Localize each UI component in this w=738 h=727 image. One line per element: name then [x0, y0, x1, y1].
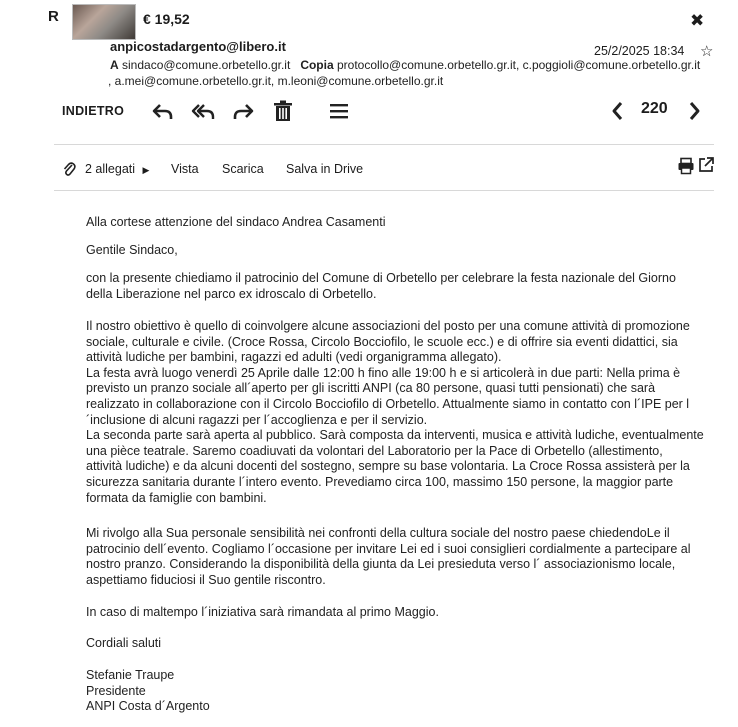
forward-icon[interactable]	[230, 98, 256, 124]
text-line: realizzato in collaborazione con il Circolo Bocciofilo di Orbetello. Attualmente siamo in contatto con l´IPE per l	[86, 396, 690, 411]
text-line: Il nostro obiettivo è quello di coinvolgere alcune associazioni del posto per una comune attività di promozione	[86, 319, 690, 333]
next-icon[interactable]	[684, 98, 704, 124]
print-icon[interactable]	[677, 157, 695, 175]
signature-role: Presidente	[86, 683, 146, 698]
greeting: Gentile Sindaco,	[86, 243, 178, 257]
to-label: A	[110, 58, 119, 72]
sender-email: anpicostadargento@libero.it	[110, 39, 286, 54]
download-button[interactable]: Scarica	[222, 162, 264, 176]
cc-label: Copia	[300, 58, 334, 72]
sender-initial: R	[48, 8, 59, 25]
paragraph-patronage	[86, 526, 691, 588]
text-line: della Liberazione nel parco ex idroscalo di Orbetello.	[86, 286, 377, 301]
reply-all-icon[interactable]	[190, 98, 216, 124]
text-line: nostro pranzo. Considerando la disponibilità della giunta da Lei presieduta verso l´ associazionismo locale,	[86, 557, 676, 572]
to-value: sindaco@comune.orbetello.gr.it	[122, 58, 291, 72]
signature-organization: ANPI Costa d´Argento	[86, 699, 210, 714]
view-button[interactable]: Vista	[171, 162, 199, 176]
text-line: aspettiamo fiduciosi il Suo gentile riscontro.	[86, 572, 326, 587]
menu-icon[interactable]	[326, 98, 352, 124]
save-to-drive-button[interactable]: Salva in Drive	[286, 162, 364, 176]
text-line: patrocinio dell´evento. Cogliamo l´occasione per invitare Lei ed i suoi consiglieri cordialmente a partecipare al	[86, 541, 691, 556]
text-line: Mi rivolgo alla Sua personale sensibilità nei confronti della cultura sociale del nostro paese chiedendoLe il	[86, 526, 670, 540]
text-line: attività ludiche per bambini, ragazzi ed adulti (vedi organigramma allegato).	[86, 350, 502, 365]
text-line: formata da famiglie con bambini.	[86, 490, 267, 505]
closing: Cordiali saluti	[86, 636, 162, 650]
paragraph-weather: In caso di maltempo l´iniziativa sarà rimandata al primo Maggio.	[86, 605, 439, 619]
message-date: 25/2/2025 18:34	[594, 44, 685, 58]
text-line: attività ludiche) e da alcuni docenti del sostegno, sempre su base volontaria. La Croce Rossa assisterà per la	[86, 459, 690, 474]
cc-value: protocollo@comune.orbetello.gr.it, c.poggioli@comune.orbetello.gr.it	[337, 58, 701, 72]
text-line: sociale, culturale e civile. (Croce Rossa, Circolo Bocciofilo, le scuole ecc.) e di offrire sia eventi didattici, sia	[86, 334, 678, 349]
recipients-line	[110, 58, 700, 72]
signature	[86, 668, 210, 715]
attachments-count: 2 allegati	[85, 162, 136, 176]
previous-icon[interactable]	[608, 98, 628, 124]
text-line: previsto un pranzo sociale all´aperto per gli iscritti ANPI (ca 80 persone, quasi tutti pensionati) che sarà	[86, 381, 656, 396]
paragraph-details	[86, 319, 704, 506]
text-line: La seconda parte sarà aperta al pubblico. Sarà composta da interventi, musica e attività ludiche, eventualmente	[86, 428, 704, 443]
text-line: una pièce teatrale. Saremo coadiuvati da volontari del Laboratorio per la Pace di Orbetello (allestimento,	[86, 443, 663, 458]
text-line: con la presente chiediamo il patrocinio del Comune di Orbetello per celebrare la festa nazionale del Giorno	[86, 271, 676, 285]
reply-icon[interactable]	[150, 98, 176, 124]
divider	[54, 144, 714, 145]
signature-name: Stefanie Traupe	[86, 668, 175, 682]
attachment-thumbnail[interactable]	[72, 4, 136, 40]
price-label: € 19,52	[143, 11, 190, 27]
star-icon[interactable]: ☆	[700, 43, 714, 60]
attachments-toggle[interactable]	[85, 162, 149, 176]
text-line: ´inclusione di alcuni ragazzi per l´accoglienza e per il servizio.	[86, 412, 428, 427]
text-line: La festa avrà luogo venerdì 25 Aprile dalle 12:00 h fino alle 19:00 h e si articolerà in due parti: Nella prima è	[86, 365, 681, 380]
caret-right-icon: ▶	[142, 165, 150, 175]
paperclip-icon	[62, 160, 76, 178]
back-button[interactable]: INDIETRO	[62, 104, 125, 118]
open-new-window-icon[interactable]	[697, 156, 715, 174]
paragraph-request	[86, 271, 676, 302]
salutation-line: Alla cortese attenzione del sindaco Andrea Casamenti	[86, 215, 386, 229]
page-number: 220	[641, 100, 668, 117]
text-line: sicurezza sanitaria durante l´intero evento. Prevediamo circa 100, massimo 150 persone, la maggior parte	[86, 474, 674, 489]
divider	[54, 190, 714, 191]
cc-continuation: , a.mei@comune.orbetello.gr.it, m.leoni@comune.orbetello.gr.it	[108, 74, 444, 88]
trash-icon[interactable]	[270, 98, 296, 124]
close-icon[interactable]: ✖	[690, 11, 705, 30]
